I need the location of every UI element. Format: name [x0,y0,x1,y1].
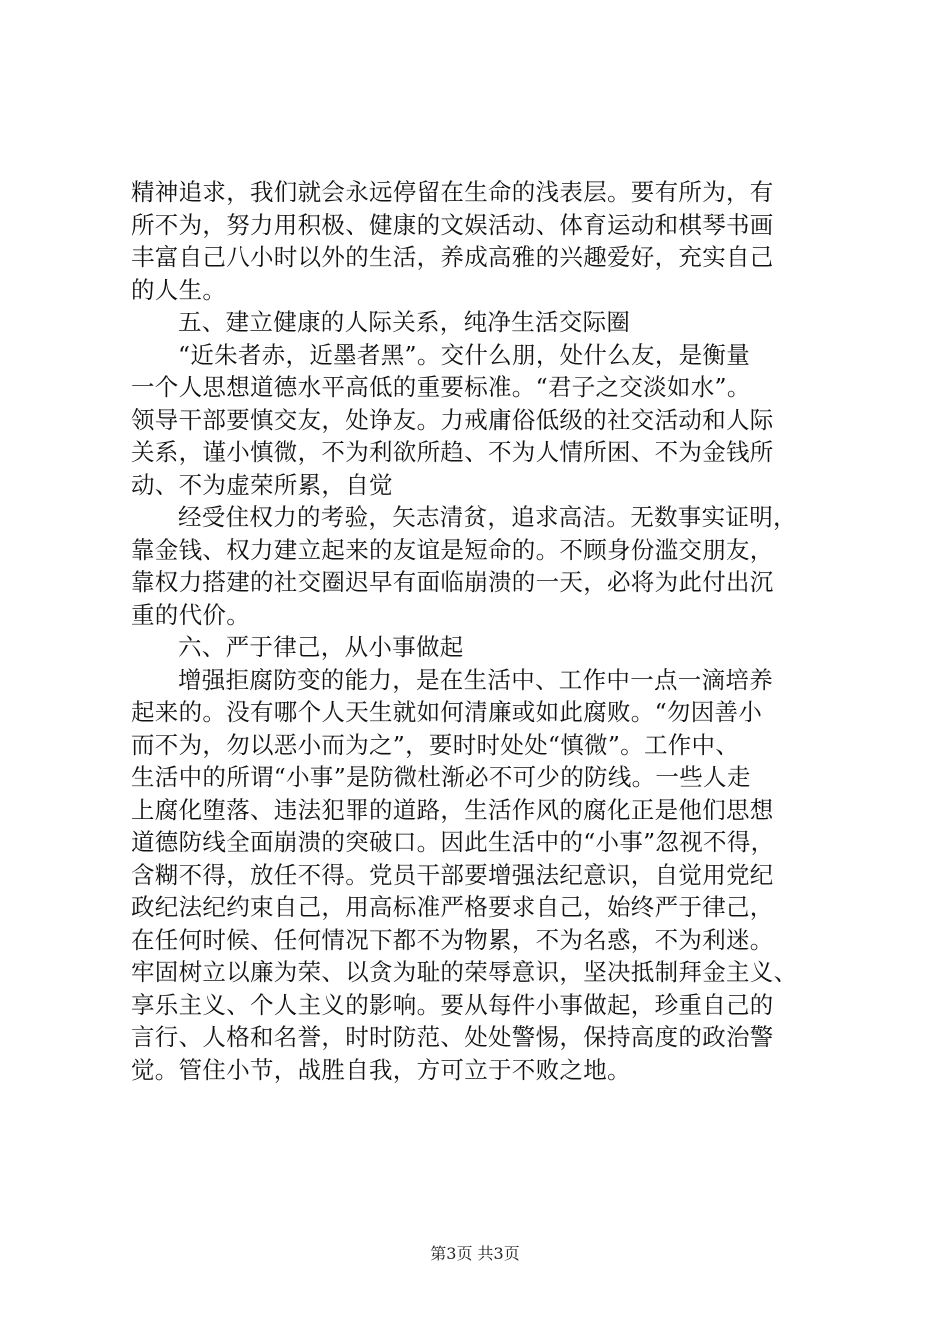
text-line: 牢固树立以廉为荣、以贪为耻的荣辱意识，坚决抵制拜金主义、 [131,958,798,986]
text-line: 动、不为虚荣所累，自觉 [131,470,393,499]
text-line: 重的代价。 [131,600,250,629]
text-line: 言行、人格和名誉，时时防范、处处警惕，保持高度的政治警 [131,1023,774,1051]
text-line: 道德防线全面崩溃的突破口。因此生活中的“小事”忽视不得， [131,828,775,856]
text-line: 经受住权力的考验，矢志清贫，追求高洁。无数事实证明， [178,503,797,531]
text-line: 五、建立健康的人际关系，纯净生活交际圈 [178,308,631,336]
page-footer: 第3页 共3页 [430,1244,520,1263]
text-line: 所不为，努力用积极、健康的文娱活动、体育运动和棋琴书画 [131,210,774,239]
text-line: 在任何时候、任何情况下都不为物累，不为名惑，不为利迷。 [131,925,774,954]
text-line: 觉。管住小节，战胜自我，方可立于不败之地。 [131,1055,631,1084]
text-line: 享乐主义、个人主义的影响。要从每件小事做起，珍重自己的 [131,990,774,1019]
text-line: “近朱者赤，近墨者黑”。交什么朋，处什么友，是衡量 [178,340,751,369]
text-line: 含糊不得，放任不得。党员干部要增强法纪意识，自觉用党纪 [131,860,774,889]
text-line: 一个人思想道德水平高低的重要标准。“君子之交淡如水”。 [131,373,751,401]
text-line: 丰富自己八小时以外的生活，养成高雅的兴趣爱好，充实自己 [131,243,774,271]
text-line: 生活中的所谓“小事”是防微杜渐必不可少的防线。一些人走 [131,763,751,791]
text-line: 政纪法纪约束自己，用高标准严格要求自己，始终严于律己， [131,893,774,921]
text-line: 起来的。没有哪个人天生就如何清廉或如此腐败。“勿因善小 [131,698,763,726]
text-line: 靠金钱、权力建立起来的友谊是短命的。不顾身份滥交朋友， [131,535,774,564]
text-line: 靠权力搭建的社交圈迟早有面临崩溃的一天，必将为此付出沉 [131,568,774,596]
text-line: 领导干部要慎交友，处诤友。力戒庸俗低级的社交活动和人际 [131,405,774,434]
text-line: 精神追求，我们就会永远停留在生命的浅表层。要有所为，有 [131,178,774,206]
text-line: 六、严于律己，从小事做起 [178,633,464,661]
text-line: 关系，谨小慎微，不为利欲所趋、不为人情所困、不为金钱所 [131,438,774,466]
text-line: 而不为，勿以恶小而为之”，要时时处处“慎微”。工作中、 [131,730,740,759]
text-line: 增强拒腐防变的能力，是在生活中、工作中一点一滴培养 [178,665,773,694]
text-line: 的人生。 [131,275,227,304]
body-text [131,176,831,1086]
text-line: 上腐化堕落、违法犯罪的道路，生活作风的腐化正是他们思想 [131,795,774,824]
